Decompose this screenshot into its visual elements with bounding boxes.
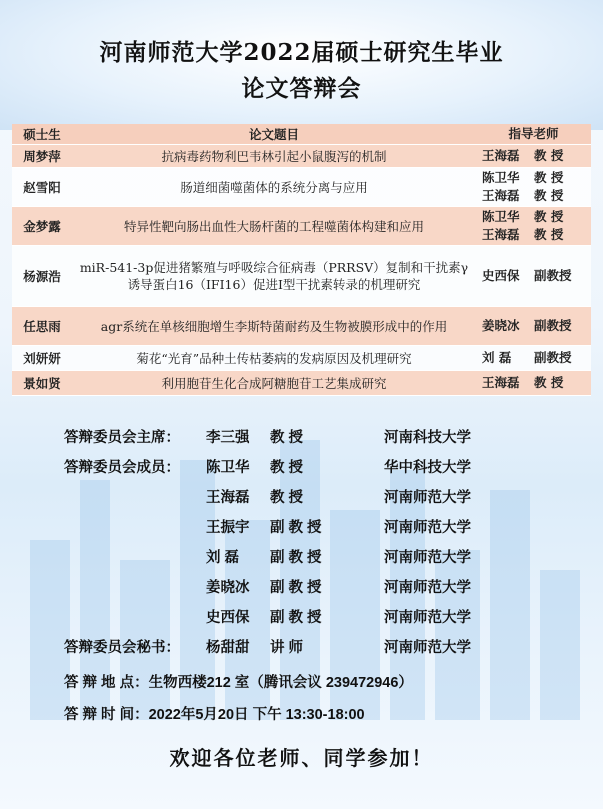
student-name: 刘妍妍	[23, 351, 61, 366]
member-affiliation: 河南师范大学	[384, 640, 471, 656]
advisor-cell	[476, 147, 591, 165]
advisor-name: 王海磊	[482, 188, 520, 203]
committee-role: 答辩委员会成员：	[64, 460, 180, 476]
table-row	[12, 346, 591, 371]
advisor-cell	[476, 374, 591, 392]
defense-time: 答 辩 时 间：2022年5月20日 下午 13:30-18:00	[64, 707, 365, 723]
member-affiliation: 河南师范大学	[384, 580, 471, 596]
student-name: 赵雪阳	[23, 180, 61, 195]
student-name: 景如贤	[23, 376, 61, 391]
table-row	[12, 168, 591, 207]
header-advisor: 指导老师	[508, 126, 559, 141]
table-row	[12, 371, 591, 396]
advisor-name: 王海磊	[482, 375, 520, 390]
advisor-cell	[476, 349, 591, 367]
student-name: 杨源浩	[23, 269, 61, 284]
member-name: 李三强	[206, 430, 250, 446]
member-title: 教 授	[270, 490, 304, 506]
table-row	[12, 307, 591, 346]
advisor-title: 教 授	[534, 209, 564, 224]
member-affiliation: 河南师范大学	[384, 520, 471, 536]
advisor-name: 王海磊	[482, 148, 520, 163]
member-title: 教 授	[270, 460, 304, 476]
member-affiliation: 河南师范大学	[384, 610, 471, 626]
thesis-title: miR-541-3p促进猪繁殖与呼吸综合征病毒（PRRSV）复制和干扰素γ诱导蛋白16（IFI16）促进I型干扰素转录的机理研究	[79, 260, 469, 292]
member-name: 史西保	[206, 610, 250, 626]
advisor-cell	[476, 169, 591, 205]
student-name: 任思雨	[23, 319, 61, 334]
table-header-row	[12, 124, 591, 145]
defense-schedule-table	[12, 124, 591, 396]
member-affiliation: 河南师范大学	[384, 550, 471, 566]
advisor-cell	[476, 317, 591, 335]
thesis-title: 抗病毒药物利巴韦林引起小鼠腹泻的机制	[161, 148, 387, 164]
member-title: 副 教 授	[270, 520, 322, 536]
member-affiliation: 河南科技大学	[384, 430, 471, 446]
advisor-title: 教 授	[534, 148, 564, 163]
thesis-title: 利用胞苷生化合成阿糖胞苷工艺集成研究	[161, 375, 387, 391]
advisor-title: 教 授	[534, 170, 564, 185]
title-line-1: 河南师范大学2022届硕士研究生毕业	[99, 39, 504, 66]
advisor-name: 王海磊	[482, 227, 520, 242]
member-title: 讲 师	[270, 640, 304, 656]
table-row	[12, 145, 591, 168]
committee-role: 答辩委员会秘书：	[64, 640, 180, 656]
advisor-cell	[476, 267, 591, 285]
committee-role: 答辩委员会主席：	[64, 430, 180, 446]
table-row	[12, 207, 591, 246]
advisor-title: 教 授	[534, 375, 564, 390]
advisor-title: 副教授	[534, 268, 572, 283]
advisor-title: 副教授	[534, 350, 572, 365]
member-affiliation: 河南师范大学	[384, 490, 471, 506]
member-title: 教 授	[270, 430, 304, 446]
advisor-title: 教 授	[534, 227, 564, 242]
member-title: 副 教 授	[270, 580, 322, 596]
advisor-name: 刘 磊	[482, 350, 512, 365]
member-name: 姜晓冰	[206, 580, 250, 596]
advisor-title: 副教授	[534, 318, 572, 333]
member-name: 王海磊	[206, 490, 250, 506]
advisor-name: 陈卫华	[482, 209, 520, 224]
advisor-name: 史西保	[482, 268, 520, 283]
advisor-title: 教 授	[534, 188, 564, 203]
member-title: 副 教 授	[270, 610, 322, 626]
thesis-title: 菊花“光育”品种土传枯萎病的发病原因及机理研究	[136, 350, 412, 366]
defense-venue: 答 辩 地 点：生物西楼212 室（腾讯会议 239472946）	[64, 675, 413, 691]
thesis-title: agr系统在单核细胞增生李斯特菌耐药及生物被膜形成中的作用	[100, 318, 448, 334]
table-row	[12, 246, 591, 307]
student-name: 金梦露	[23, 219, 61, 234]
student-name: 周梦萍	[23, 149, 61, 164]
advisor-name: 陈卫华	[482, 170, 520, 185]
member-name: 陈卫华	[206, 460, 250, 476]
advisor-cell	[476, 208, 591, 244]
thesis-title: 肠道细菌噬菌体的系统分离与应用	[180, 179, 368, 195]
advisor-name: 姜晓冰	[482, 318, 520, 333]
title-line-2: 论文答辩会	[241, 75, 362, 102]
header-student: 硕士生	[23, 127, 61, 142]
thesis-title: 特异性靶向肠出血性大肠杆菌的工程噬菌体构建和应用	[123, 218, 424, 234]
member-name: 王振宇	[206, 520, 250, 536]
member-title: 副 教 授	[270, 550, 322, 566]
member-name: 杨甜甜	[206, 640, 250, 656]
member-affiliation: 华中科技大学	[384, 460, 471, 476]
header-thesis: 论文题目	[248, 126, 299, 142]
welcome-message: 欢迎各位老师、同学参加！	[169, 746, 434, 770]
member-name: 刘 磊	[206, 550, 240, 566]
